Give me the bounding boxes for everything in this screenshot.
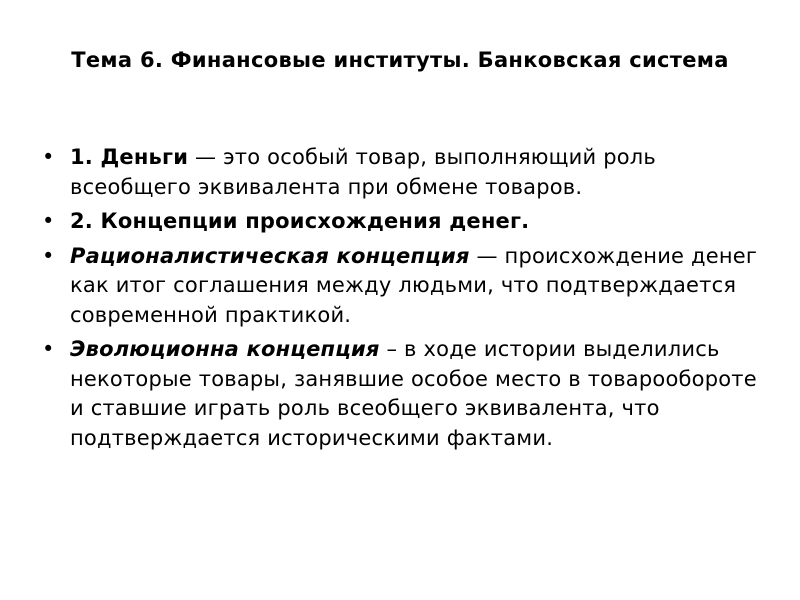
bullet-item-concepts [40, 207, 770, 237]
bullet-icon: • [42, 209, 55, 233]
bullet-text: — происхождение денег как итог соглашения между людьми, что подтверждается современной практикой. [70, 243, 758, 327]
slide-title: Тема 6. Финансовые институты. Банковская система [71, 48, 729, 72]
bullet-lead: Эволюционна концепция [70, 337, 380, 361]
bullet-lead: 2. Концепции происхождения денег. [70, 209, 530, 233]
bullet-item-money [40, 143, 770, 202]
bullet-icon: • [42, 145, 55, 169]
bullet-icon: • [42, 337, 55, 361]
bullet-item-evolutionary [40, 335, 770, 453]
bullet-lead: 1. Деньги [70, 145, 189, 169]
bullet-text: – в ходе истории выделились некоторые товары, занявшие особое место в товарообороте и ставшие играть роль всеобщего эквивалента, что подтверждается историческими фактами. [70, 337, 757, 450]
bullet-icon: • [42, 243, 55, 268]
bullet-lead: Рационалистическая концепция [70, 243, 470, 268]
bullet-item-rationalist [40, 242, 770, 331]
bullet-list [40, 143, 770, 458]
bullet-text: — это особый товар, выполняющий роль всеобщего эквивалента при обмене товаров. [70, 145, 656, 199]
